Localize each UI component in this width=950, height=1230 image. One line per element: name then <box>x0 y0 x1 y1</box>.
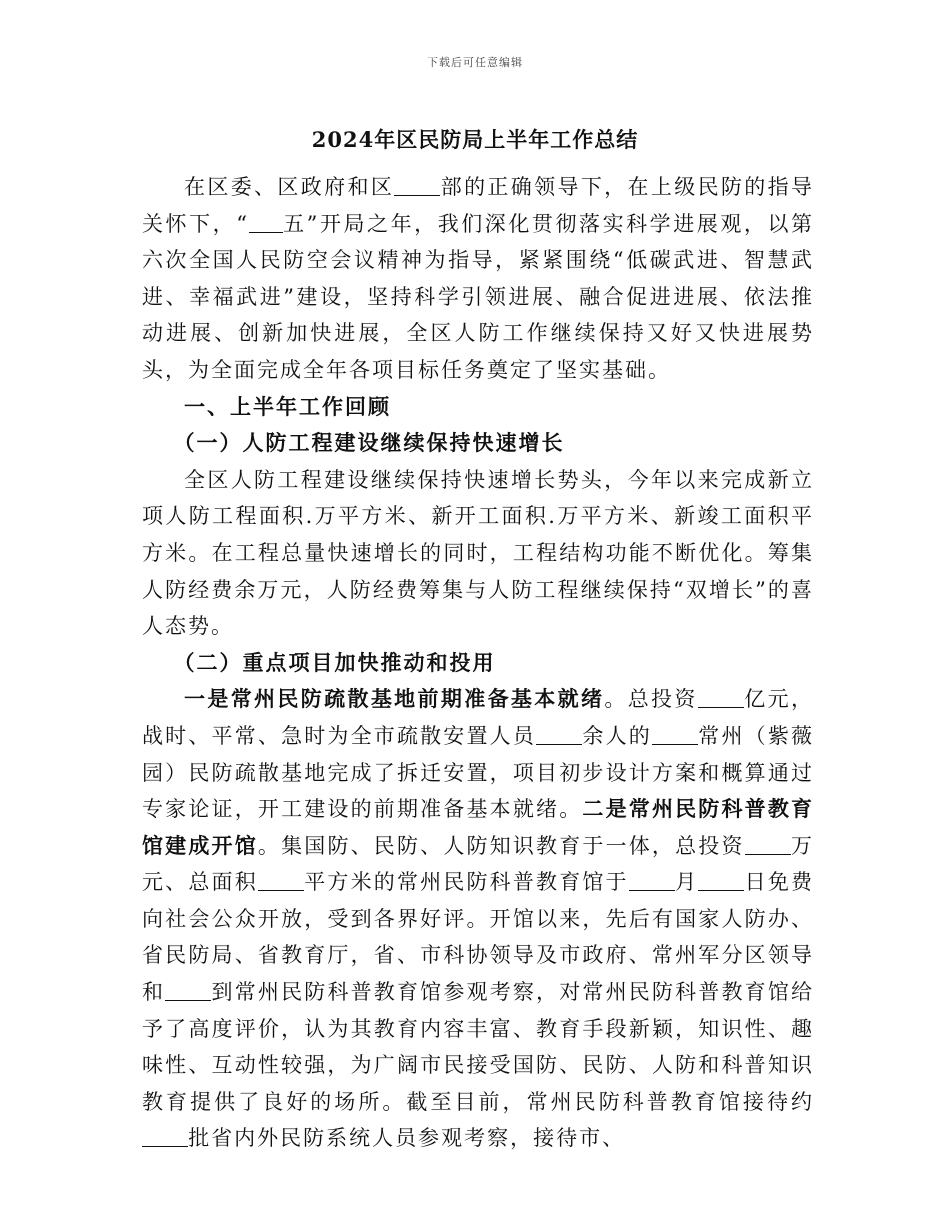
intro-text-c: 五”开局之年，我们深化贯彻落实科学进展观，以第六次全国人民防空会议精神为指导，紧紧围绕“低碳武进、智慧武进、幸福武进”建设，坚持科学引领进展、融合促进进展、依法推动进展、创新加快进展，全区人防工作继续保持又好又快进展势头，为全面完成全年各项目标任务奠定了坚实基础。 <box>142 211 814 382</box>
blank-line <box>394 174 440 196</box>
blank-line <box>536 723 582 745</box>
page-title: 2024年区民防局上半年工作总结 <box>311 127 639 152</box>
document-body <box>142 169 814 1157</box>
blank-line <box>698 686 744 708</box>
blank-line <box>652 723 698 745</box>
intro-paragraph <box>142 169 814 389</box>
blank-line <box>629 869 675 891</box>
sub-heading-2: （二）重点项目加快推动和投用 <box>173 649 496 675</box>
project1-text-b: 亿元，战时、平常、急时为全市疏散安置人员 <box>142 687 815 748</box>
project2-text-d: 月 <box>674 870 699 895</box>
project1-text-d: 常州（紫薇园）民防疏散基地完成了拆迁安置，项目初步设计方案和概算通过专家论证，开工建设的前期准备基本就绪。 <box>142 723 815 822</box>
blank-line <box>165 979 211 1001</box>
project2-text-f: 到常州民防科普教育馆参观考察，对常州民防科普教育馆给予了高度评价，认为其教育内容丰富、教育手段新颖，知识性、趣味性、互动性较强，为广阔市民接受国防、民防、人防和科普知识教育提供了良好的场所。截至目前，常州民防科普教育馆接待约 <box>142 980 815 1114</box>
project2-lead: 二是常州民防科普教育馆建成开馆 <box>142 796 815 858</box>
project2-text-e: 日免费向社会公众开放，受到各界好评。开馆以来，先后有国家人防办、省民防局、省教育厅，省、市科协领导及市政府、常州军分区领导和 <box>142 870 815 1005</box>
intro-text-a: 在区委、区政府和区 <box>184 175 395 199</box>
intro-text-b: 部的正确领导下，在上级民防的指导关怀下，“ <box>142 175 814 236</box>
project1-lead: 一是常州民防疏散基地前期准备基本就绪 <box>184 686 605 712</box>
blank-line <box>745 833 791 855</box>
project1-text-c: 余人的 <box>582 723 652 748</box>
blank-line <box>698 869 744 891</box>
project2-text-c: 平方米的常州民防科普教育馆于 <box>304 870 629 895</box>
project1-text-a: 。总投资 <box>604 687 698 712</box>
blank-line <box>258 869 304 891</box>
section-heading: 一、上半年工作回顾 <box>184 393 391 419</box>
projects-paragraph <box>142 681 814 1157</box>
blank-line <box>249 211 283 233</box>
blank-line <box>142 1125 188 1147</box>
project2-text-a: 。集国防、民防、人防知识教育于一体，总投资 <box>257 833 745 858</box>
sub-heading-1: （一）人防工程建设继续保持快速增长 <box>173 430 565 456</box>
sub1-paragraph: 全区人防工程建设继续保持快速增长势头，今年以来完成新立项人防工程面积.万平方米、新开工面积.万平方米、新竣工面积平方米。在工程总量快速增长的同时，工程结构功能不断优化。筹集人防经费余万元，人防经费筹集与人防工程继续保持“双增长”的喜人态势。 <box>142 467 814 639</box>
header-note: 下载后可任意编辑 <box>427 56 523 69</box>
project2-text-g: 批省内外民防系统人员参观考察，接待市、 <box>188 1126 626 1151</box>
project2-text-b: 万元、总面积 <box>142 833 815 895</box>
